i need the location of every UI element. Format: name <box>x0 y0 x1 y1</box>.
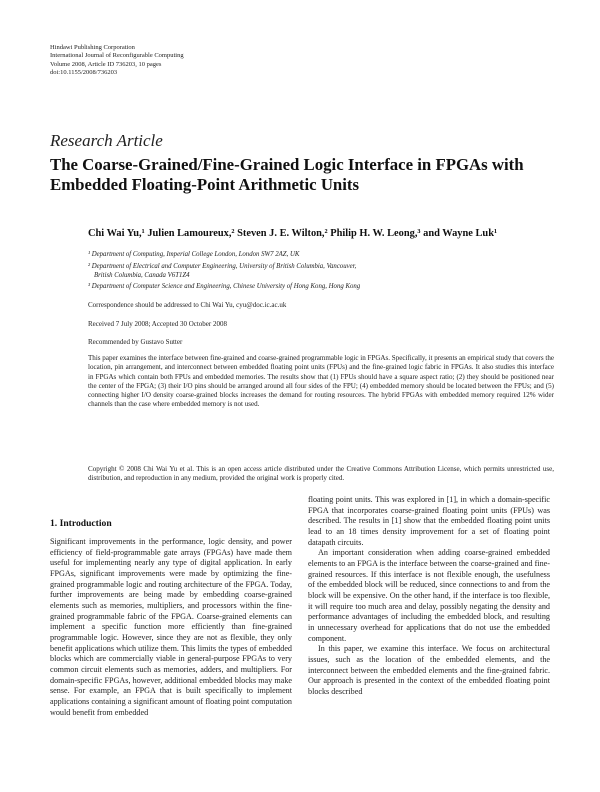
publisher-line: Hindawi Publishing Corporation <box>50 44 135 51</box>
affiliation-2-continued: British Columbia, Canada V6T1Z4 <box>94 272 190 279</box>
recommended-line: Recommended by Gustavo Sutter <box>88 338 183 346</box>
abstract: This paper examines the interface between fine-grained and coarse-grained programmable logic in FPGAs. Specifically, it presents an empirical study that covers the location, pin arrangement, and interconnect between embedded floating point units (FPUs) and the fine-grained logic fabric in FPGAs. It also studies this interface in FPGAs which contain both FPUs and embedded memories. The results show that (1) FPUs should have a square aspect ratio; (2) they should be positioned near the center of the FPGA; (3) their I/O pins should be arranged around all four sides of the FPU; (4) embedded memory should be located between the FPUs; and (5) connecting higher I/O density coarse-grained blocks increases the demand for routing resources. The hybrid FPGAs with embedded memory required 12% wider channels than the case where embedded memory is not used. <box>88 354 554 409</box>
received-line: Received 7 July 2008; Accepted 30 October 2008 <box>88 320 227 328</box>
journal-header <box>50 44 350 78</box>
intro-paragraph-2: floating point units. This was explored in [1], in which a domain-specific FPGA that incorporates coarse-grained floating point units (FPUs) was described. The results in [1] show that the embedded floating point units lead to an 18 times density improvement for a set of floating point datapath circuits. <box>308 495 550 547</box>
copyright-notice: Copyright © 2008 Chi Wai Yu et al. This is an open access article distributed under the Creative Commons Attribution License, which permits unrestricted use, distribution, and reproduction in any medium, provided the original work is properly cited. <box>88 465 554 483</box>
right-column <box>308 495 550 697</box>
correspondence-line: Correspondence should be addressed to Chi Wai Yu, cyu@doc.ic.ac.uk <box>88 301 287 309</box>
affiliation-1: ¹ Department of Computing, Imperial College London, London SW7 2AZ, UK <box>88 251 300 258</box>
left-column <box>50 537 292 718</box>
journal-line: International Journal of Reconfigurable Computing <box>50 52 184 60</box>
paper-title: The Coarse-Grained/Fine-Grained Logic Interface in FPGAs with Embedded Floating-Point Arithmetic Units <box>50 155 524 194</box>
section-heading-introduction: 1. Introduction <box>50 518 112 529</box>
intro-paragraph-4: In this paper, we examine this interface. We focus on architectural issues, such as the location of the embedded elements, and the interconnect between the embedded elements and the fine-grained fabric. Our approach is presented in the context of the embedded floating point blocks described <box>308 644 550 696</box>
affiliation-3: ³ Department of Computer Science and Engineering, Chinese University of Hong Kong, Hong Kong <box>88 283 361 290</box>
doi-line: doi:10.1155/2008/736203 <box>50 69 118 77</box>
volume-line: Volume 2008, Article ID 736203, 10 pages <box>50 60 162 68</box>
article-type: Research Article <box>50 131 163 150</box>
intro-paragraph-1: Significant improvements in the performance, logic density, and power efficiency of field-programmable gate arrays (FPGAs) have made them useful for implementing nearly any type of digital application. In early FPGAs, significant improvements were made by optimizing the fine-grained programmable logic and routing architecture of the FPGA. Today, further improvements are being made by embedding coarse-grained elements such as memories, multipliers, and processors within the fine-grained programmable fabric of the FPGA. Coarse-grained elements can implement a specific function more efficiently than fine-grained programmable logic. However, since they are not as flexible, they only benefit applications which utilize them. This limits the types of embedded blocks which are commercially viable in general-purpose FPGAs to very common circuit elements such as memories, adders, and multipliers. For domain-specific FPGAs, however, additional embedded blocks may make sense. For example, an FPGA that is built specifically to implement applications containing a significant amount of floating point computation would benefit from embedded <box>50 537 292 717</box>
affiliation-2: ² Department of Electrical and Computer Engineering, University of British Columbia, Vancouver, <box>88 263 357 270</box>
intro-paragraph-3: An important consideration when adding coarse-grained embedded elements to an FPGA is the interface between the coarse-grained and fine-grained resources. If this interface is not flexible enough, the usefulness of the embedded block will be reduced, since connections to and from the block will be expensive. On the other hand, if the interface is too flexible, it will require too much area and delay, possibly negating the density and performance advantages of including the embedded block, and resulting in unnecessary overhead for applications that do not use the embedded component. <box>308 548 550 643</box>
author-list: Chi Wai Yu,¹ Julien Lamoureux,² Steven J. E. Wilton,² Philip H. W. Leong,³ and Wayne Luk¹ <box>88 228 498 239</box>
